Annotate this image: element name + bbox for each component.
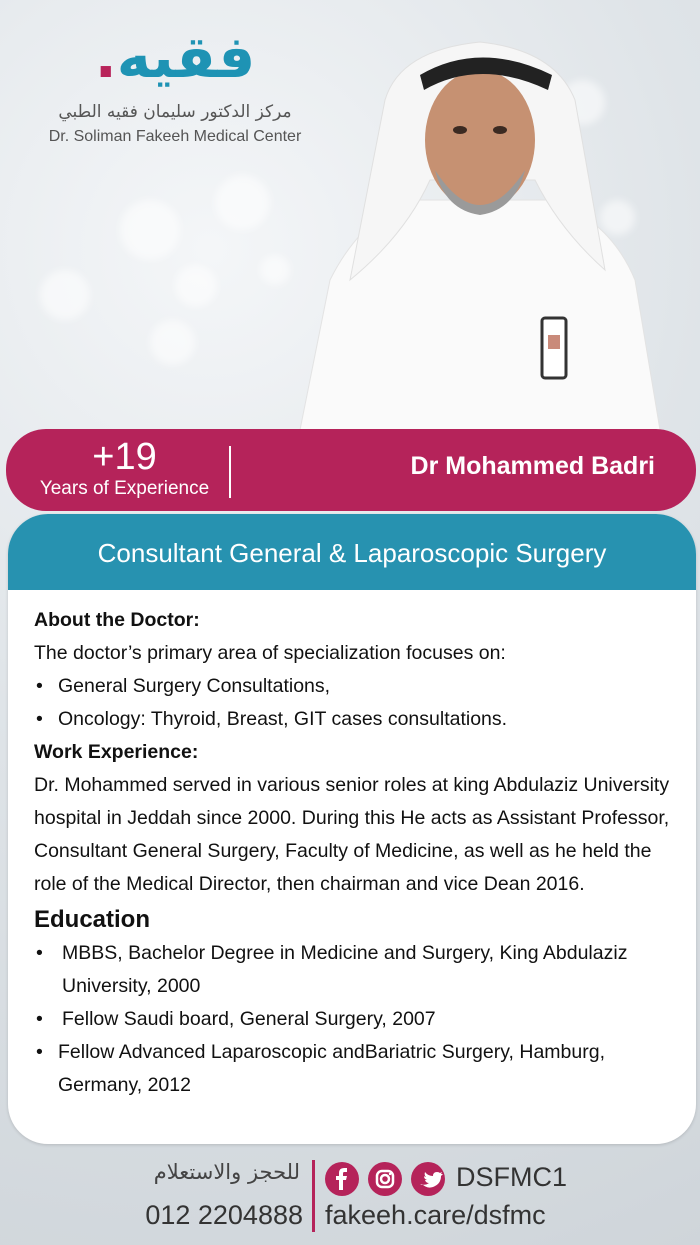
twitter-icon[interactable] [411,1162,445,1196]
booking-label: للحجز والاستعلام [153,1160,300,1184]
logo-mark: فقيه. [94,23,256,91]
specialty-header [8,514,696,590]
phone-number[interactable]: 012 2204888 [145,1200,303,1230]
footer-divider [312,1160,315,1232]
instagram-icon[interactable] [368,1162,402,1196]
education-heading: Education [34,906,151,933]
social-handle[interactable]: DSFMC1 [456,1162,568,1192]
about-intro: The doctor’s primary area of specialization focuses on: [34,642,506,664]
website-url[interactable]: fakeeh.care/dsfmc [325,1200,546,1230]
education-item: • MBBS, Bachelor Degree in Medicine and Surgery, King Abdulaziz University, 2000 [34,937,642,1003]
doctor-name: Dr Mohammed Badri [410,452,655,480]
experience-years: +19 [92,436,157,478]
education-item: • Fellow Advanced Laparoscopic andBariatric Surgery, Hamburg, Germany, 2012 [34,1036,688,1102]
brand-logo [40,23,310,158]
work-heading: Work Experience: [34,741,199,763]
profile-body [34,604,686,1102]
facebook-icon[interactable] [325,1162,359,1196]
specialty-title: Consultant General & Laparoscopic Surgery [97,538,607,568]
work-text: Dr. Mohammed served in various senior roles at king Abdulaziz University hospital in Jeddah since 2000. During this He acts as Assistant Professor, Consultant General Surgery, Faculty of Medicine, as well as he held the role of the Medical Director, then chairman and vice Dean 2016. [34,774,670,895]
doctor-photo [290,30,670,430]
banner-divider [229,446,231,498]
about-item: • General Surgery Consultations, [34,670,686,703]
experience-label: Years of Experience [39,478,210,499]
brand-name-arabic: مركز الدكتور سليمان فقيه الطبي [58,102,292,122]
profile-card [8,514,696,1144]
about-heading: About the Doctor: [34,609,200,631]
education-item: • Fellow Saudi board, General Surgery, 2007 [34,1003,686,1036]
brand-name-english: Dr. Soliman Fakeeh Medical Center [48,128,302,145]
about-item: • Oncology: Thyroid, Breast, GIT cases consultations. [34,703,686,736]
